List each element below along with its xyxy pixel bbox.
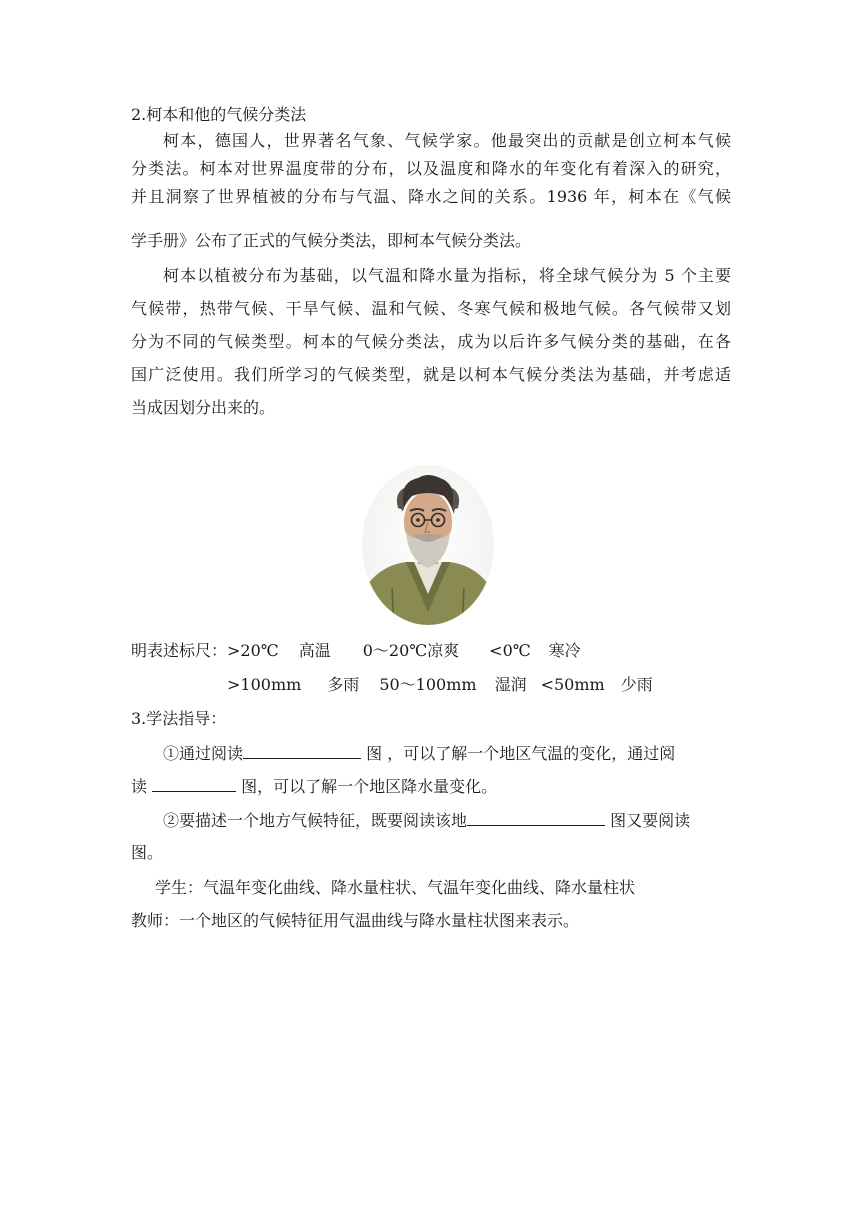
scale-precipitation-row: >100mm 多雨 50～100mm 湿润 <50mm 少雨	[227, 675, 653, 694]
answer-blank-2[interactable]	[152, 776, 236, 792]
section-heading-3: 3.学法指导：	[131, 709, 227, 728]
answer-blank-3[interactable]	[467, 810, 605, 826]
student-answer: 学生：气温年变化曲线、降水量柱状、气温年变化曲线、降水量柱状	[155, 878, 636, 897]
paragraph-2-line-5: 当成因划分出来的。	[131, 398, 276, 417]
paragraph-2-line-4: 国广泛使用。我们所学习的气候类型，就是以柯本气候分类法为基础，并考虑适	[131, 365, 731, 384]
paragraph-2-line-2: 气候带，热带气候、干旱气候、温和气候、冬寒气候和极地气候。各气候带又划	[131, 299, 731, 318]
paragraph-1-line-1: 柯本，德国人，世界著名气象、气候学家。他最突出的贡献是创立柯本气候	[163, 131, 731, 150]
section-heading-2: 2.柯本和他的气候分类法	[131, 105, 307, 124]
guide-item-2-line-1: ②要描述一个地方气候特征，既要阅读该地 图又要阅读	[163, 811, 691, 830]
paragraph-1-line-3: 并且洞察了世界植被的分布与气温、降水之间的关系。1936 年，柯本在《气候	[131, 187, 731, 206]
koppen-portrait	[358, 462, 498, 628]
guide-item-1-line-2: 读 图，可以了解一个地区降水量变化。	[131, 777, 498, 796]
scale-temperature-row: 明表述标尺：>20℃ 高温 0～20℃凉爽 <0℃ 寒冷	[131, 641, 581, 660]
paragraph-1-line-2: 分类法。柯本对世界温度带的分布，以及温度和降水的年变化有着深入的研究，	[131, 159, 731, 178]
guide-item-1-line-1: ①通过阅读 图 ，可以了解一个地区气温的变化，通过阅	[163, 744, 676, 763]
paragraph-2-line-3: 分为不同的气候类型。柯本的气候分类法，成为以后许多气候分类的基础，在各	[131, 332, 731, 351]
paragraph-1-line-4: 学手册》公布了正式的气候分类法，即柯本气候分类法。	[131, 231, 532, 250]
teacher-answer: 教师：一个地区的气候特征用气温曲线与降水量柱状图来表示。	[131, 911, 580, 930]
paragraph-2-line-1: 柯本以植被分布为基础，以气温和降水量为指标，将全球气候分为 5 个主要	[163, 266, 731, 285]
scale-label: 明表述标尺：	[131, 641, 228, 660]
guide-item-2-line-2: 图。	[131, 843, 164, 862]
answer-blank-1[interactable]	[243, 743, 361, 759]
